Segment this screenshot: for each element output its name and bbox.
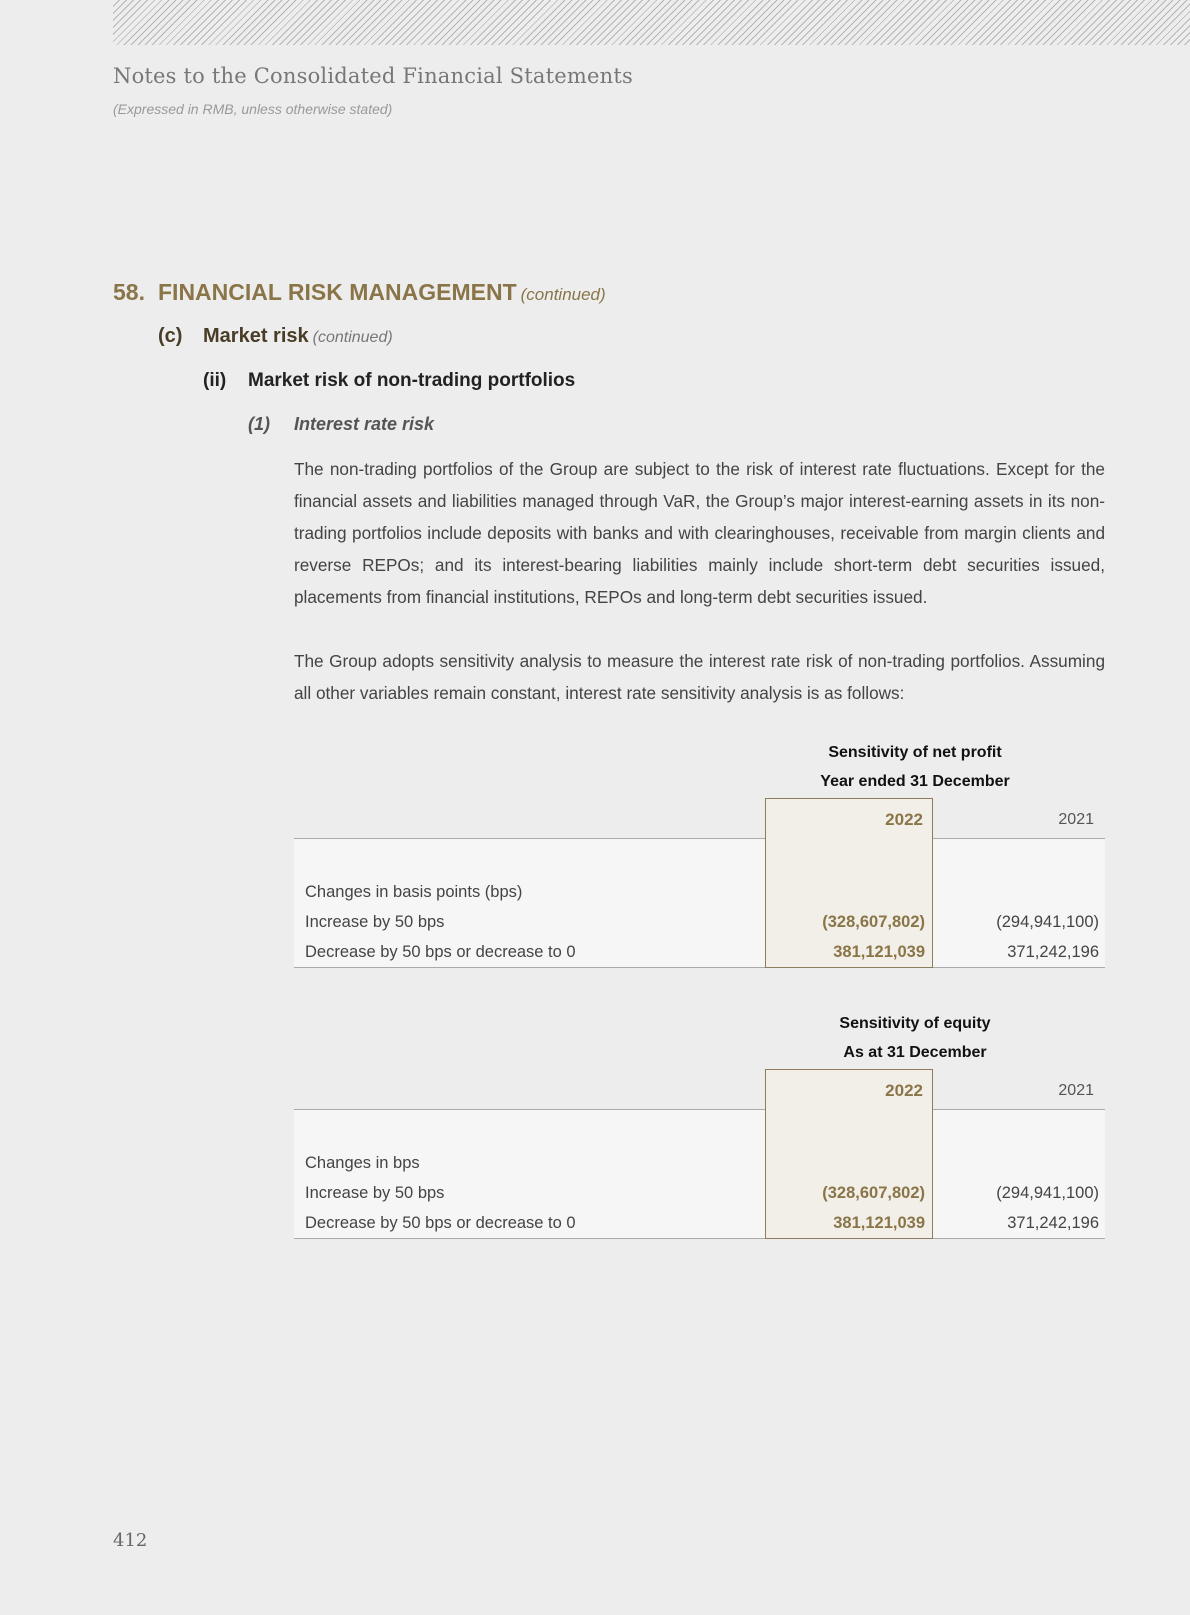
subsection-title xyxy=(203,325,393,348)
column-header-2022: 2022 xyxy=(885,810,923,829)
subsubsection-title: Market risk of non-trading portfolios xyxy=(248,370,576,391)
paragraph: The Group adopts sensitivity analysis to measure the interest rate risk of non-trading portfolios. Assuming all other variables remain constant, interest rate sensitivity analysis is as follows: xyxy=(294,651,1105,703)
row-label: Decrease by 50 bps or decrease to 0 xyxy=(305,943,576,961)
section-title-text: FINANCIAL RISK MANAGEMENT xyxy=(158,279,517,305)
value-2022: (328,607,802) xyxy=(822,1184,925,1202)
table-heading: Sensitivity of net profit xyxy=(828,744,1002,761)
subsection-number: (c) xyxy=(158,325,183,347)
item-number: (1) xyxy=(248,414,270,434)
subsection-continued: (continued) xyxy=(312,329,393,346)
value-2021: (294,941,100) xyxy=(996,1184,1099,1202)
column-header-2021: 2021 xyxy=(1058,811,1094,828)
column-header-2021: 2021 xyxy=(1058,1082,1094,1099)
subsubsection-number: (ii) xyxy=(203,370,227,391)
running-header-title: Notes to the Consolidated Financial Statements xyxy=(113,64,633,88)
row-label: Increase by 50 bps xyxy=(305,1184,445,1202)
paragraph: The non-trading portfolios of the Group are subject to the risk of interest rate fluctuations. Except for the financial assets and liabilities managed through VaR, the Group’s major interest-earning assets in its non-trading portfolios include deposits with banks and with clearinghouses, receivable from margin clients and reverse REPOs; and its interest-bearing liabilities mainly include short-term debt securities issued, placements from financial institutions, REPOs and long-term debt securities issued. xyxy=(294,459,1105,607)
subsection-title-text: Market risk xyxy=(203,325,309,347)
value-2021: 371,242,196 xyxy=(1007,943,1099,961)
table-subheading: As at 31 December xyxy=(843,1044,987,1061)
page-number: 412 xyxy=(113,1530,148,1551)
value-2021: 371,242,196 xyxy=(1007,1214,1099,1232)
value-2022: (328,607,802) xyxy=(822,913,925,931)
row-label: Decrease by 50 bps or decrease to 0 xyxy=(305,1214,576,1232)
table-subheading: Year ended 31 December xyxy=(820,773,1010,790)
section-continued: (continued) xyxy=(520,285,606,304)
value-2022: 381,121,039 xyxy=(833,1214,925,1232)
value-2021: (294,941,100) xyxy=(996,913,1099,931)
column-header-2022: 2022 xyxy=(885,1081,923,1100)
row-label: Increase by 50 bps xyxy=(305,913,445,931)
item-title: Interest rate risk xyxy=(294,414,435,434)
section-title xyxy=(158,279,606,306)
row-label: Changes in bps xyxy=(305,1154,420,1172)
running-header-subtitle: (Expressed in RMB, unless otherwise stated) xyxy=(113,101,393,117)
table-heading: Sensitivity of equity xyxy=(839,1015,991,1032)
section-number: 58. xyxy=(113,279,145,305)
value-2022: 381,121,039 xyxy=(833,943,925,961)
row-label: Changes in basis points (bps) xyxy=(305,883,523,901)
decorative-hatch-band xyxy=(113,0,1190,45)
